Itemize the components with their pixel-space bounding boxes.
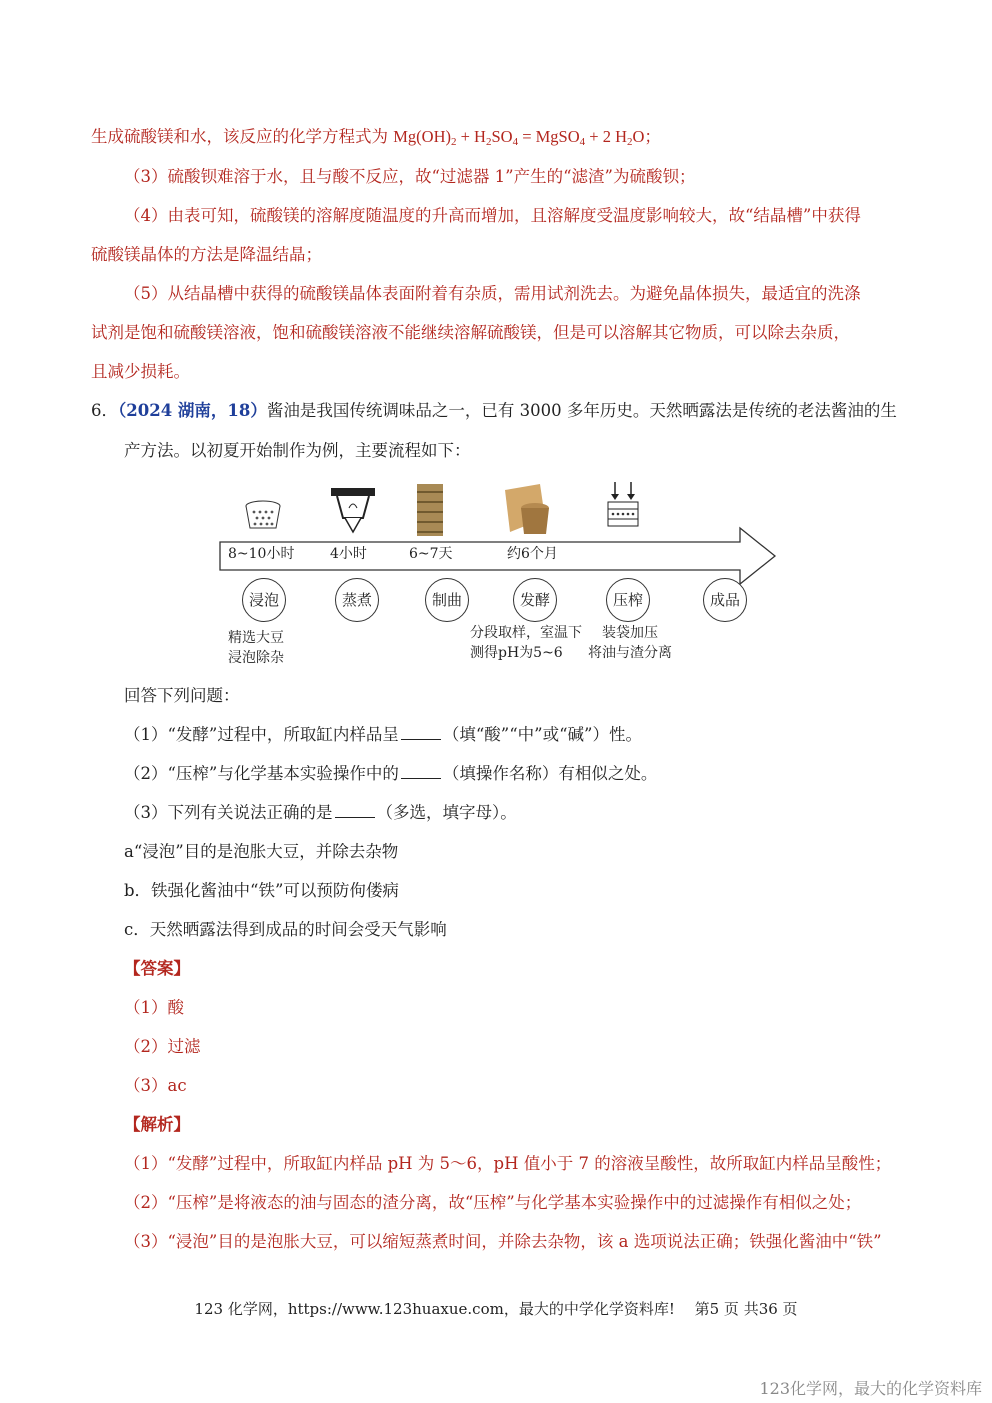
eq-mgoh: Mg(OH) bbox=[393, 127, 451, 146]
question-number: 6． bbox=[91, 401, 118, 420]
analysis-p4a: （4）由表可知，硫酸镁的溶解度随温度的升高而增加，且溶解度受温度影响较大，故“结晶槽”中获得 bbox=[124, 206, 861, 225]
eq-o: O； bbox=[632, 127, 661, 146]
eq-plus: + 2 H bbox=[585, 127, 628, 146]
eq-sub: 4 bbox=[579, 136, 586, 148]
analysis-p3: （3）硫酸钡难溶于水，且与酸不反应，故“过滤器 1”产生的“滤渣”为硫酸钡； bbox=[124, 167, 696, 186]
eq-sub: 2 bbox=[485, 136, 492, 148]
analysis-3: （3）“浸泡”目的是泡胀大豆，可以缩短蒸煮时间，并除去杂物，该 a 选项说法正确；铁强化酱油中“铁” bbox=[124, 1232, 882, 1251]
basket-icon bbox=[246, 501, 280, 528]
answer-1: （1）酸 bbox=[124, 998, 184, 1017]
time-label: 约6个月 bbox=[507, 546, 558, 562]
eq-sub: 2 bbox=[451, 136, 457, 148]
eq-sub: 4 bbox=[512, 136, 519, 148]
step-note bbox=[470, 623, 582, 663]
answer-heading: 【答案】 bbox=[124, 959, 190, 978]
flow-illustrations bbox=[215, 478, 780, 588]
question-stem-b: 产方法。以初夏开始制作为例，主要流程如下： bbox=[124, 441, 471, 460]
note-line: 测得pH为5~6 bbox=[470, 645, 563, 661]
step-circle: 发酵 bbox=[513, 578, 557, 622]
answer-blank[interactable] bbox=[401, 725, 441, 740]
analysis-1: （1）“发酵”过程中，所取缸内样品 pH 为 5～6，pH 值小于 7 的溶液呈酸性，故所取缸内样品呈酸性； bbox=[124, 1154, 892, 1173]
analysis-p5b: 试剂是饱和硫酸镁溶液，饱和硫酸镁溶液不能继续溶解硫酸镁，但是可以溶解其它物质，可以除去杂质， bbox=[91, 323, 850, 342]
equation-line bbox=[91, 126, 661, 153]
press-icon bbox=[608, 482, 638, 526]
watermark: 123化学网，最大的化学资料库 bbox=[759, 1379, 982, 1398]
analysis-heading: 【解析】 bbox=[124, 1115, 190, 1134]
eq-plus: + H bbox=[456, 127, 486, 146]
note-line: 装袋加压 bbox=[602, 625, 658, 641]
equation-prefix: 生成硫酸镁和水，该反应的化学方程式为 bbox=[91, 127, 388, 146]
q1-post: （填“酸”“中”或“碱”）性。 bbox=[442, 725, 642, 744]
koji-tray-icon bbox=[417, 484, 443, 536]
timeline-arrow bbox=[220, 528, 775, 584]
option-b: b．铁强化酱油中“铁”可以预防佝偻病 bbox=[124, 881, 399, 900]
option-a: a“浸泡”目的是泡胀大豆，并除去杂物 bbox=[124, 842, 399, 861]
time-label: 6~7天 bbox=[409, 546, 453, 562]
sub-question-2 bbox=[124, 763, 657, 785]
analysis-p5c: 且减少损耗。 bbox=[91, 362, 190, 381]
analysis-2: （2）“压榨”是将液态的油与固态的渣分离，故“压榨”与化学基本实验操作中的过滤操作有相似之处； bbox=[124, 1193, 862, 1212]
answer-3: （3）ac bbox=[124, 1076, 187, 1095]
sub-question-1 bbox=[124, 724, 642, 746]
answer-blank[interactable] bbox=[401, 764, 441, 779]
answer-blank[interactable] bbox=[335, 803, 375, 818]
analysis-p4b: 硫酸镁晶体的方法是降温结晶； bbox=[91, 245, 322, 264]
q1-pre: （1）“发酵”过程中，所取缸内样品呈 bbox=[124, 725, 399, 744]
analysis-p5a: （5）从结晶槽中获得的硫酸镁晶体表面附着有杂质，需用试剂洗去。为避免晶体损失，最适宜的洗涤 bbox=[124, 284, 861, 303]
note-line: 浸泡除杂 bbox=[228, 650, 284, 666]
note-line: 将油与渣分离 bbox=[588, 645, 672, 661]
steamer-icon bbox=[331, 488, 375, 532]
flow-diagram bbox=[215, 478, 780, 673]
time-label: 4小时 bbox=[330, 546, 367, 562]
sub-question-3 bbox=[124, 802, 517, 824]
q2-post: （填操作名称）有相似之处。 bbox=[442, 764, 658, 783]
q2-pre: （2）“压榨”与化学基本实验操作中的 bbox=[124, 764, 399, 783]
time-label: 8~10小时 bbox=[228, 546, 295, 562]
eq-equals: = MgSO bbox=[518, 127, 580, 146]
q3-pre: （3）下列有关说法正确的是 bbox=[124, 803, 333, 822]
step-circle: 压榨 bbox=[606, 578, 650, 622]
chemical-equation bbox=[393, 127, 661, 146]
step-circle: 蒸煮 bbox=[335, 578, 379, 622]
page-footer: 123 化学网，https://www.123huaxue.com，最大的中学化学资料库! 第5 页 共36 页 bbox=[194, 1300, 798, 1318]
step-circle: 成品 bbox=[703, 578, 747, 622]
question-source: （2024 湖南，18） bbox=[118, 401, 267, 420]
q3-post: （多选，填字母）。 bbox=[376, 803, 517, 822]
question-stem-a: 酱油是我国传统调味品之一，已有 3000 多年历史。天然晒露法是传统的老法酱油的生 bbox=[266, 401, 897, 420]
option-c: c．天然晒露法得到成品的时间会受天气影响 bbox=[124, 920, 447, 939]
note-line: 分段取样，室温下 bbox=[470, 625, 582, 641]
step-note bbox=[588, 623, 672, 663]
eq-sub: 2 bbox=[627, 136, 633, 148]
eq-so4: SO bbox=[491, 127, 513, 146]
answer-2: （2）过滤 bbox=[124, 1037, 201, 1056]
note-line: 精选大豆 bbox=[228, 630, 284, 646]
step-note bbox=[228, 628, 284, 668]
question-stem bbox=[91, 400, 897, 422]
step-circle: 浸泡 bbox=[242, 578, 286, 622]
step-circle: 制曲 bbox=[425, 578, 469, 622]
fermentation-vat-icon bbox=[505, 484, 549, 534]
prompt: 回答下列问题： bbox=[124, 686, 240, 705]
